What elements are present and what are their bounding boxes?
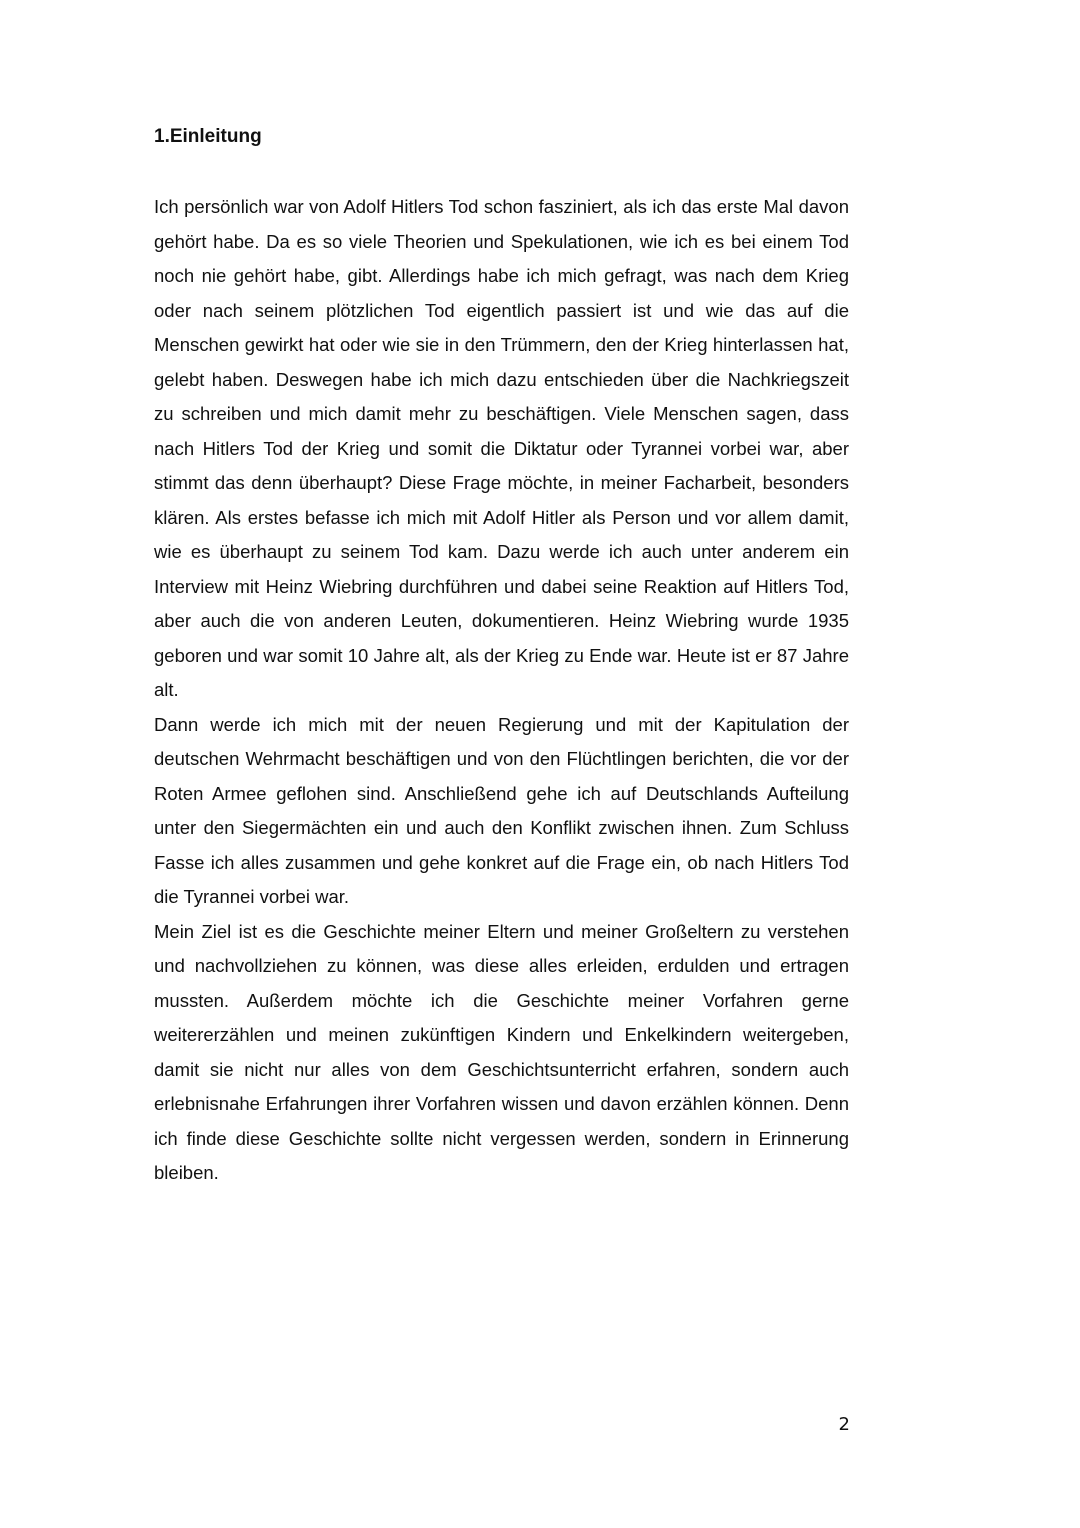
paragraph-1: Ich persönlich war von Adolf Hitlers Tod schon fasziniert, als ich das erste Mal davon gehört habe. Da es so viele Theorien und Spekulationen, wie ich es bei einem Tod noch nie gehört habe, gibt. Allerdings habe ich mich gefragt, was nach dem Krieg oder nach seinem plötzlichen Tod eigentlich passiert ist und wie das auf die Menschen gewirkt hat oder wie sie in den Trümmern, den der Krieg hinterlassen hat, gelebt haben. Deswegen habe ich mich dazu entschieden über die Nachkriegszeit zu schreiben und mich damit mehr zu beschäftigen. Viele Menschen sagen, dass nach Hitlers Tod der Krieg und somit die Diktatur oder Tyrannei vorbei war, aber stimmt das denn überhaupt? Diese Frage möchte, in meiner Facharbeit, besonders klären. Als erstes befasse ich mich mit Adolf Hitler als Person und vor allem damit, wie es überhaupt zu seinem Tod kam. Dazu werde ich auch unter anderem ein Interview mit Heinz Wiebring durchführen und dabei seine Reaktion auf Hitlers Tod, aber auch die von anderen Leuten, dokumentieren. Heinz Wiebring wurde 1935 geboren und war somit 10 Jahre alt, als der Krieg zu Ende war. Heute ist er 87 Jahre alt.	[154, 196, 849, 700]
page-number: 2	[838, 1414, 850, 1435]
section-heading: 1.Einleitung	[154, 126, 262, 147]
body-text	[154, 190, 849, 1191]
paragraph-2: Dann werde ich mich mit der neuen Regierung und mit der Kapitulation der deutschen Wehrmacht beschäftigen und von den Flüchtlingen berichten, die vor der Roten Armee geflohen sind. Anschließend gehe ich auf Deutschlands Aufteilung unter den Siegermächten ein und auch den Konflikt zwischen ihnen. Zum Schluss Fasse ich alles zusammen und gehe konkret auf die Frage ein, ob nach Hitlers Tod die Tyrannei vorbei war.	[154, 713, 849, 907]
paragraph-3: Mein Ziel ist es die Geschichte meiner Eltern und meiner Großeltern zu verstehen und nachvollziehen zu können, was diese alles erleiden, erdulden und ertragen mussten. Außerdem möchte ich die Geschichte meiner Vorfahren gerne weitererzählen und meinen zukünftigen Kindern und Enkelkindern weitergeben, damit sie nicht nur alles von dem Geschichtsunterricht erfahren, sondern auch erlebnisnahe Erfahrungen ihrer Vorfahren wissen und davon erzählen können. Denn ich finde diese Geschichte sollte nicht vergessen werden, sondern in Erinnerung bleiben.	[154, 920, 849, 1183]
